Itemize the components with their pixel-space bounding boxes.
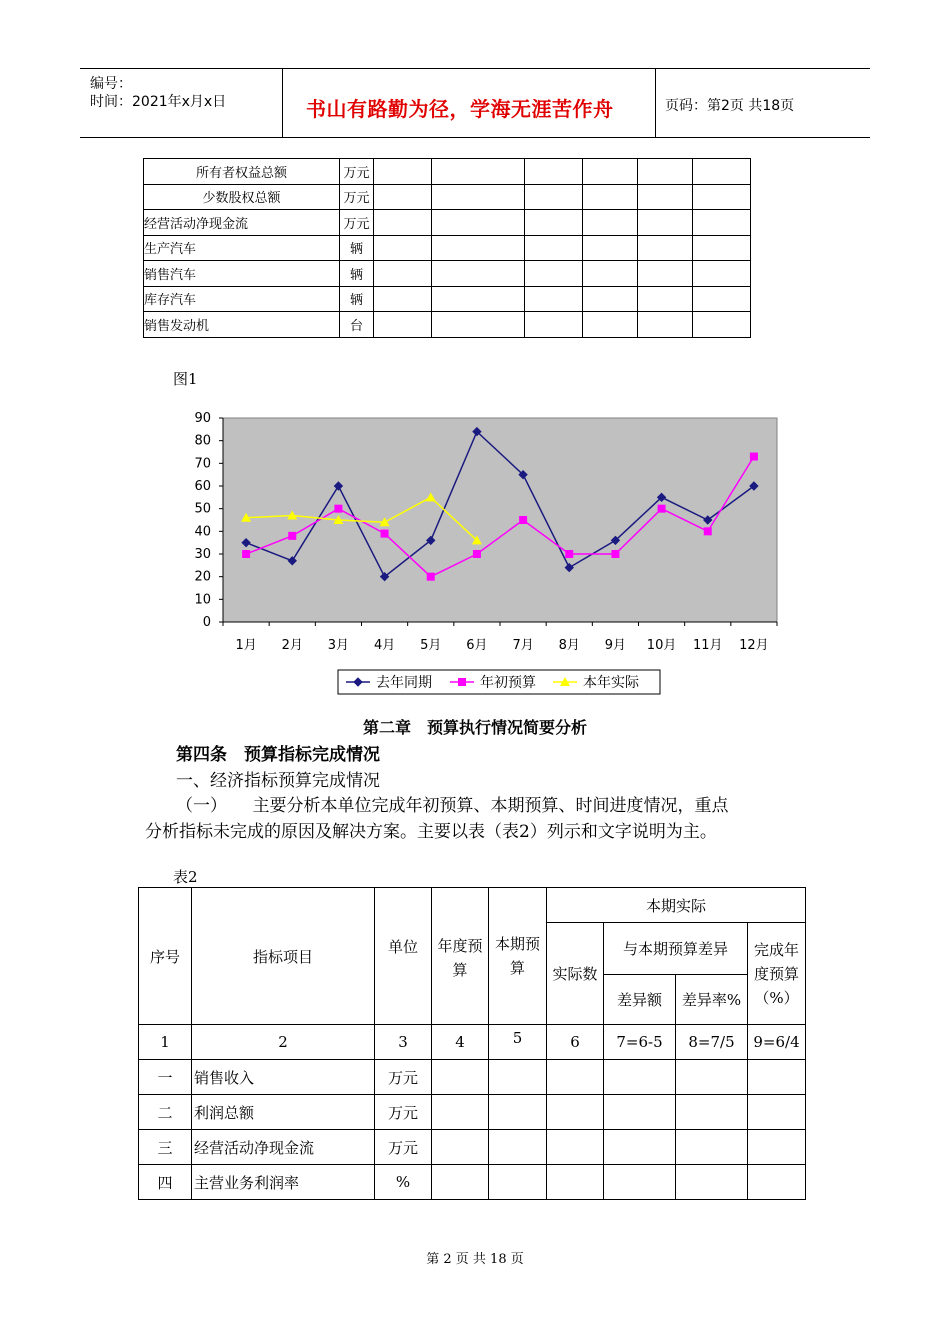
header-unit: 单位 (375, 888, 432, 1025)
y-tick-label: 60 (194, 479, 211, 494)
empty-cell (604, 1130, 676, 1165)
column-number: 7=6-5 (604, 1025, 676, 1060)
x-tick-label: 1月 (235, 638, 257, 653)
empty-cell (547, 1060, 604, 1095)
row-label: 所有者权益总额 (144, 159, 340, 185)
row-unit: 辆 (340, 261, 374, 287)
column-number: 8=7/5 (676, 1025, 748, 1060)
empty-cell (693, 286, 751, 312)
x-tick-label: 3月 (327, 638, 350, 653)
empty-cell (583, 210, 638, 236)
empty-cell (525, 235, 583, 261)
data-point (611, 550, 619, 558)
empty-cell (583, 235, 638, 261)
empty-cell (547, 1095, 604, 1130)
empty-cell (374, 261, 432, 287)
document-number-label: 编号： (90, 76, 132, 92)
row-label: 生产汽车 (144, 235, 340, 261)
article-title: 第四条 预算指标完成情况 (176, 745, 380, 765)
x-tick-label: 10月 (646, 638, 677, 653)
legend-label: 本年实际 (583, 675, 639, 691)
column-number: 2 (192, 1025, 375, 1060)
y-tick-label: 50 (194, 501, 211, 517)
header-seq: 序号 (139, 888, 192, 1025)
row-unit: 万元 (375, 1130, 432, 1165)
row-item: 经营活动净现金流 (192, 1130, 375, 1165)
x-tick-label: 8月 (558, 638, 580, 653)
data-point (750, 453, 758, 461)
table-row (144, 210, 751, 236)
table-row (144, 235, 751, 261)
empty-cell (432, 184, 525, 210)
empty-cell (547, 1130, 604, 1165)
empty-cell (604, 1095, 676, 1130)
indicator-table-top (143, 158, 751, 338)
empty-cell (489, 1165, 547, 1200)
row-unit: 万元 (375, 1095, 432, 1130)
empty-cell (432, 1060, 489, 1095)
document-time-label: 时间：2021年x月x日 (90, 94, 227, 110)
empty-cell (748, 1095, 806, 1130)
legend-marker (458, 678, 466, 686)
chapter-title: 第二章 预算执行情况简要分析 (362, 718, 587, 737)
empty-cell (638, 312, 693, 338)
data-point (381, 530, 389, 538)
legend-label: 年初预算 (480, 675, 536, 691)
y-tick-label: 0 (202, 615, 211, 630)
paragraph-line: （一） 主要分析本单位完成年初预算、本期预算、时间进度情况，重点 (176, 796, 729, 816)
x-tick-label: 7月 (512, 638, 534, 653)
empty-cell (374, 184, 432, 210)
column-number: 5 (489, 1025, 547, 1060)
empty-cell (525, 159, 583, 185)
column-numbering-row (139, 1025, 806, 1060)
row-unit: 辆 (340, 235, 374, 261)
empty-cell (583, 261, 638, 287)
empty-cell (525, 210, 583, 236)
empty-cell (676, 1130, 748, 1165)
section-heading: 一、经济指标预算完成情况 (176, 771, 380, 791)
header-diff-rate: 差异率% (676, 975, 748, 1025)
empty-cell (432, 1095, 489, 1130)
budget-comparison-table (138, 887, 806, 1200)
empty-cell (583, 312, 638, 338)
row-unit: 万元 (375, 1060, 432, 1095)
empty-cell (374, 210, 432, 236)
header-diff-amount: 差异额 (604, 975, 676, 1025)
table-row (139, 1130, 806, 1165)
table-row (139, 1095, 806, 1130)
row-seq: 三 (139, 1130, 192, 1165)
empty-cell (432, 235, 525, 261)
empty-cell (432, 286, 525, 312)
y-tick-label: 10 (194, 592, 211, 608)
header-item: 指标项目 (192, 888, 375, 1025)
empty-cell (638, 184, 693, 210)
empty-cell (693, 210, 751, 236)
header-period-budget: 本期预算 (489, 888, 547, 1025)
data-point (519, 516, 527, 524)
empty-cell (693, 235, 751, 261)
empty-cell (374, 159, 432, 185)
empty-cell (604, 1060, 676, 1095)
header-motto: 书山有路勤为径，学海无涯苦作舟 (306, 97, 614, 121)
empty-cell (374, 235, 432, 261)
y-tick-label: 90 (194, 411, 211, 426)
table-row (144, 261, 751, 287)
row-seq: 一 (139, 1060, 192, 1095)
empty-cell (604, 1165, 676, 1200)
empty-cell (676, 1165, 748, 1200)
empty-cell (638, 286, 693, 312)
empty-cell (432, 1130, 489, 1165)
row-label: 库存汽车 (144, 286, 340, 312)
empty-cell (638, 261, 693, 287)
row-unit: 万元 (340, 210, 374, 236)
table-row (144, 184, 751, 210)
column-number: 3 (375, 1025, 432, 1060)
row-unit: 万元 (340, 159, 374, 185)
empty-cell (525, 261, 583, 287)
y-tick-label: 80 (194, 433, 211, 449)
column-number: 6 (547, 1025, 604, 1060)
empty-cell (676, 1060, 748, 1095)
table2-label: 表2 (173, 868, 198, 886)
header-completion: 完成年度预算（%） (748, 923, 806, 1025)
data-point (565, 550, 573, 558)
empty-cell (638, 210, 693, 236)
empty-cell (432, 159, 525, 185)
empty-cell (489, 1130, 547, 1165)
plot-area (223, 418, 777, 622)
empty-cell (638, 235, 693, 261)
empty-cell (432, 312, 525, 338)
data-point (658, 505, 666, 513)
data-point (473, 550, 481, 558)
empty-cell (638, 159, 693, 185)
empty-cell (374, 286, 432, 312)
monthly-line-chart (150, 405, 800, 700)
empty-cell (489, 1060, 547, 1095)
empty-cell (693, 184, 751, 210)
table-row (139, 1165, 806, 1200)
table-row (139, 1060, 806, 1095)
row-label: 销售发动机 (144, 312, 340, 338)
empty-cell (583, 159, 638, 185)
empty-cell (525, 184, 583, 210)
row-label: 经营活动净现金流 (144, 210, 340, 236)
empty-cell (525, 312, 583, 338)
row-label: 销售汽车 (144, 261, 340, 287)
row-unit: 台 (340, 312, 374, 338)
empty-cell (525, 286, 583, 312)
empty-cell (489, 1095, 547, 1130)
x-tick-label: 12月 (739, 638, 769, 653)
row-seq: 四 (139, 1165, 192, 1200)
data-point (334, 505, 342, 513)
header-period-actual: 本期实际 (547, 888, 806, 923)
column-number: 4 (432, 1025, 489, 1060)
table-row (144, 286, 751, 312)
empty-cell (432, 1165, 489, 1200)
paragraph-line: 分析指标未完成的原因及解决方案。主要以表（表2）列示和文字说明为主。 (145, 822, 717, 842)
empty-cell (748, 1165, 806, 1200)
empty-cell (583, 286, 638, 312)
data-point (427, 573, 435, 581)
empty-cell (693, 159, 751, 185)
y-tick-label: 40 (194, 524, 211, 540)
data-point (704, 527, 712, 535)
empty-cell (748, 1130, 806, 1165)
header-page-number: 页码：第2页 共18页 (665, 98, 795, 114)
page-footer: 第 2 页 共 18 页 (426, 1252, 524, 1267)
row-label: 少数股权总额 (144, 184, 340, 210)
empty-cell (583, 184, 638, 210)
empty-cell (676, 1095, 748, 1130)
row-unit: % (375, 1165, 432, 1200)
y-tick-label: 20 (194, 569, 211, 585)
empty-cell (693, 312, 751, 338)
header-actual: 实际数 (547, 923, 604, 1025)
x-tick-label: 6月 (466, 638, 488, 653)
x-tick-label: 4月 (373, 638, 396, 653)
column-number: 1 (139, 1025, 192, 1060)
data-point (242, 550, 250, 558)
page-header (80, 68, 870, 138)
row-item: 主营业务利润率 (192, 1165, 375, 1200)
header-diff-group: 与本期预算差异 (604, 923, 748, 975)
x-tick-label: 9月 (604, 638, 627, 653)
row-item: 销售收入 (192, 1060, 375, 1095)
row-item: 利润总额 (192, 1095, 375, 1130)
empty-cell (547, 1165, 604, 1200)
table-row (144, 312, 751, 338)
y-tick-label: 30 (194, 547, 211, 562)
empty-cell (693, 261, 751, 287)
header-divider (282, 69, 283, 137)
column-number: 9=6/4 (748, 1025, 806, 1060)
x-tick-label: 11月 (692, 638, 723, 653)
header-annual-budget: 年度预算 (432, 888, 489, 1025)
data-point (288, 532, 296, 540)
x-tick-label: 2月 (281, 638, 303, 653)
empty-cell (374, 312, 432, 338)
empty-cell (432, 261, 525, 287)
row-seq: 二 (139, 1095, 192, 1130)
row-unit: 万元 (340, 184, 374, 210)
table-row (144, 159, 751, 185)
empty-cell (432, 210, 525, 236)
empty-cell (748, 1060, 806, 1095)
header-divider (655, 69, 656, 137)
figure-label: 图1 (173, 370, 198, 388)
x-tick-label: 5月 (420, 638, 442, 653)
row-unit: 辆 (340, 286, 374, 312)
y-tick-label: 70 (194, 456, 211, 472)
legend-label: 去年同期 (376, 675, 432, 691)
